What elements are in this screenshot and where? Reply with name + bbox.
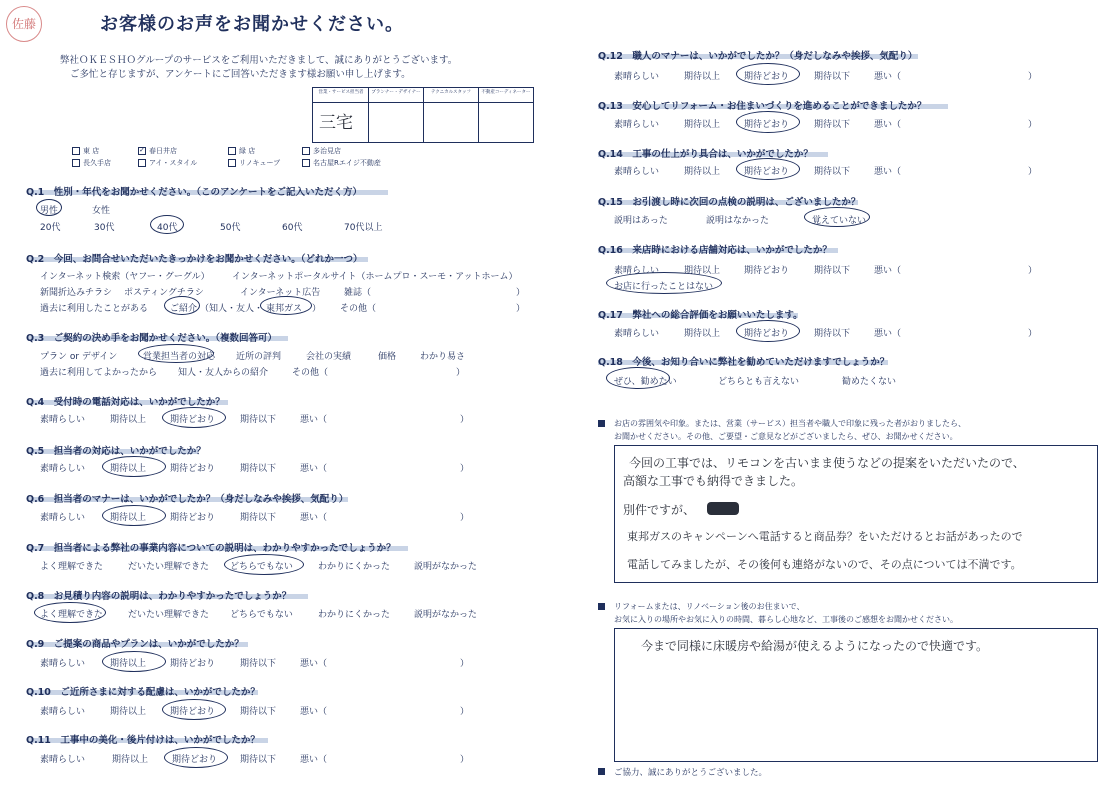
q14-opt-5: ）	[1028, 167, 1038, 177]
q12-opt-5: ）	[1028, 72, 1038, 82]
q17-opt-1: 期待以上	[684, 329, 721, 339]
q10-selected-circle	[162, 699, 226, 720]
sales-staff-name: 三宅	[319, 113, 353, 133]
q16-opt-5: ）	[1028, 266, 1038, 276]
comment2-prompt-2: お気に入りの場所やお気に入りの時間、暮らし心地など、工事後のご感想をお聞かせください。	[614, 615, 958, 624]
comment2-line-1: 今まで同様に床暖房や給湯が使えるようになったので快適です。	[641, 639, 989, 653]
q15-opt-dont-remember: 覚えていない	[812, 216, 867, 226]
q3-opt-friend: 知人・友人からの紹介	[178, 368, 269, 378]
staff-header-realestate: 不動産コーディネーター	[481, 90, 531, 95]
q8-opt-3: わかりにくかった	[318, 610, 391, 620]
q12-title: Q.12 職人のマナーは、いかがでしたか？（身だしなみや挨拶、気配り）	[598, 51, 918, 62]
q14-opt-0: 素晴らしい	[614, 167, 660, 177]
q4-opt-1: 期待以上	[110, 415, 147, 425]
q7-title: Q.7 担当者による弊社の事業内容についての説明は、わかりやすかったでしょうか？	[26, 543, 396, 554]
comment1-line-3: 別件ですが、	[623, 503, 696, 517]
q13-opt-4: 悪い（	[874, 120, 902, 130]
q3-opt-reputation: 近所の評判	[236, 352, 282, 362]
q2-opt-other: その他（	[340, 304, 377, 314]
q16-opt-1: 期待以上	[684, 266, 721, 276]
q12-opt-2: 期待どおり	[744, 72, 790, 82]
q6-opt-0: 素晴らしい	[40, 513, 86, 523]
q4-opt-5: ）	[460, 415, 470, 425]
q6-title: Q.6 担当者のマナーは、いかがでしたか？（身だしなみや挨拶、気配り）	[26, 494, 349, 505]
q16-opt-4: 悪い（	[874, 266, 902, 276]
q18-opt-no: 勧めたくない	[842, 377, 897, 387]
q9-opt-5: ）	[460, 659, 470, 669]
q14-opt-3: 期待以下	[814, 167, 851, 177]
q1-age-20s: 20代	[40, 223, 61, 233]
q12-opt-0: 素晴らしい	[614, 72, 660, 82]
q2-opt-flyer: 新聞折込みチラシ	[40, 288, 113, 298]
q17-opt-4: 悪い（	[874, 329, 902, 339]
q16-opt-2: 期待どおり	[744, 266, 790, 276]
q2-opt-posting: ポスティングチラシ	[124, 288, 204, 298]
comment1-line-4: 東邦ガスのキャンペーンへ電話すると商品券？をいただけるとお話があったので	[627, 530, 1023, 543]
q4-opt-3: 期待以下	[240, 415, 277, 425]
q2-opt-past: 過去に利用したことがある	[40, 304, 149, 314]
comment1-box	[614, 445, 1098, 583]
q12-opt-1: 期待以上	[684, 72, 721, 82]
q17-title: Q.17 弊社への総合評価をお願いいたします。	[598, 310, 803, 321]
seal-stamp	[6, 6, 42, 42]
q8-title: Q.8 お見積り内容の説明は、わかりやすかったでしょうか？	[26, 591, 292, 602]
page-title: お客様のお声をお聞かせください。	[100, 14, 404, 35]
staff-header-planner: プランナー・デザイナー	[371, 90, 421, 95]
redacted-scribble	[707, 502, 739, 515]
q1-age-40s: 40代	[157, 223, 178, 233]
q3-title: Q.3 ご契約の決め手をお聞かせください。（複数回答可）	[26, 333, 278, 344]
q10-opt-0: 素晴らしい	[40, 707, 86, 717]
q3-other-close: ）	[456, 368, 466, 378]
store-renocube: リノキューブ	[228, 158, 280, 168]
q13-selected-circle	[736, 111, 800, 133]
comment1-prompt-1: お店の雰囲気や印象。または、営業（サービス）担当者や職人で印象に残った者がおりましたら、	[614, 419, 966, 428]
q4-selected-circle	[162, 407, 226, 428]
store-tajimi: 多治見店	[302, 146, 341, 156]
q15-opt-explained: 説明はあった	[614, 216, 668, 226]
q17-opt-3: 期待以下	[814, 329, 851, 339]
q18-opt-neutral: どちらとも言えない	[718, 377, 800, 387]
q11-opt-1: 期待以上	[112, 755, 149, 765]
q10-opt-5: ）	[460, 707, 470, 717]
comment1-line-1: 今回の工事では、リモコンを古いまま使うなどの提案をいただいたので、	[629, 456, 1025, 470]
comment1-line-2: 高額な工事でも納得できました。	[623, 474, 804, 488]
comment2-prompt-1: リフォームまたは、リノベーション後のお住まいで、	[614, 602, 805, 611]
q6-opt-5: ）	[460, 513, 470, 523]
q11-opt-3: 期待以下	[240, 755, 277, 765]
q11-opt-2: 期待どおり	[172, 755, 218, 765]
q2-title: Q.2 今回、お問合せいただいたきっかけをお聞かせください。（どれか一つ）	[26, 254, 363, 265]
q7-opt-4: 説明がなかった	[414, 562, 478, 572]
q15-opt-not-explained: 説明はなかった	[706, 216, 770, 226]
q14-selected-circle	[736, 158, 800, 180]
store-kasugai: ✓ 春日井店	[139, 146, 177, 155]
q1-age-30s: 30代	[94, 223, 115, 233]
q9-title: Q.9 ご提案の商品やプランは、いかがでしたか？	[26, 639, 244, 650]
q2-referral-detail: （知人・友人・	[200, 304, 264, 314]
q6-opt-2: 期待どおり	[170, 513, 216, 523]
comment1-line-5: 電話してみましたが、その後何も連絡がないので、その点については不満です。	[627, 558, 1022, 571]
q8-opt-0: よく理解できた	[40, 610, 104, 620]
q12-opt-4: 悪い（	[874, 72, 902, 82]
q5-opt-4: 悪い（	[300, 464, 328, 474]
q5-opt-5: ）	[460, 464, 470, 474]
q3-opt-past: 過去に利用してよかったから	[40, 368, 158, 378]
q3-opt-price: 価格	[378, 352, 397, 362]
q5-opt-1: 期待以上	[110, 464, 147, 474]
q5-opt-3: 期待以下	[240, 464, 277, 474]
q18-title: Q.18 今後、お知り合いに弊社を勧めていただけますでしょうか？	[598, 357, 890, 368]
q6-opt-1: 期待以上	[110, 513, 147, 523]
q16-title: Q.16 来店時における店舗対応は、いかがでしたか？	[598, 245, 832, 256]
q13-opt-0: 素晴らしい	[614, 120, 660, 130]
q13-opt-5: ）	[1028, 120, 1038, 130]
q7-selected-circle	[224, 554, 304, 575]
q5-opt-2: 期待どおり	[170, 464, 216, 474]
q14-opt-4: 悪い（	[874, 167, 902, 177]
q2-opt-referral: ご紹介	[170, 304, 198, 314]
q2-opt-webad: インターネット広告	[240, 288, 321, 298]
intro-line-2: ご多忙と存じますが、アンケートにご回答いただきます様お願い申し上げます。	[70, 69, 411, 80]
q12-opt-3: 期待以下	[814, 72, 851, 82]
q8-opt-2: どちらでもない	[230, 610, 293, 620]
seal-text: 佐藤	[11, 17, 36, 31]
q7-opt-2: どちらでもない	[230, 562, 293, 572]
q8-opt-4: 説明がなかった	[414, 610, 478, 620]
q1-male: 男性	[40, 206, 59, 216]
q4-opt-2: 期待どおり	[170, 415, 216, 425]
q3-opt-record: 会社の実績	[306, 352, 352, 362]
q2-opt-search: インターネット検索（ヤフー・グーグル）	[40, 272, 210, 282]
q5-opt-0: 素晴らしい	[40, 464, 86, 474]
q14-opt-2: 期待どおり	[744, 167, 790, 177]
q9-selected-circle	[102, 651, 166, 672]
store-nagoya-rage: 名古屋Rエイジ不動産	[302, 158, 381, 168]
q2-opt-portal: インターネットポータルサイト（ホームプロ・スーモ・アットホーム）	[232, 272, 518, 282]
store-midori: 緑 店	[228, 146, 255, 156]
q11-selected-circle	[164, 747, 228, 768]
q1-age-50s: 50代	[220, 223, 241, 233]
q5-title: Q.5 担当者の対応は、いかがでしたか？	[26, 446, 206, 457]
q17-opt-2: 期待どおり	[744, 329, 790, 339]
q9-opt-0: 素晴らしい	[40, 659, 86, 669]
q10-opt-2: 期待どおり	[170, 707, 216, 717]
comment1-prompt-2: お聞かせください。その他、ご要望・ご意見などがございましたら、ぜひ、お聞かせください。	[614, 432, 958, 441]
q7-opt-3: わかりにくかった	[318, 562, 391, 572]
q3-opt-clarity: わかり易さ	[420, 352, 466, 362]
q9-opt-1: 期待以上	[110, 659, 147, 669]
q6-selected-circle	[102, 505, 166, 526]
q11-opt-0: 素晴らしい	[40, 755, 86, 765]
q9-opt-3: 期待以下	[240, 659, 277, 669]
q4-opt-4: 悪い（	[300, 415, 328, 425]
q5-selected-circle	[102, 456, 166, 477]
q14-opt-1: 期待以上	[684, 167, 721, 177]
q17-opt-5: ）	[1028, 329, 1038, 339]
q6-opt-4: 悪い（	[300, 513, 328, 523]
q3-opt-other: その他（	[292, 368, 329, 378]
q16-opt-3: 期待以下	[814, 266, 851, 276]
staff-table	[312, 87, 534, 143]
q10-opt-3: 期待以下	[240, 707, 277, 717]
q8-opt-1: だいたい理解できた	[128, 610, 210, 620]
q1-title: Q.1 性別・年代をお聞かせください。（このアンケートをご記入いただく方）	[26, 187, 362, 198]
q14-title: Q.14 工事の仕上がり具合は、いかがでしたか？	[598, 149, 813, 160]
q11-opt-4: 悪い（	[300, 755, 328, 765]
q18-opt-yes: ぜひ、勧めたい	[614, 377, 677, 387]
q13-opt-3: 期待以下	[814, 120, 851, 130]
q16-opt-0: 素晴らしい	[614, 266, 660, 276]
q9-opt-4: 悪い（	[300, 659, 328, 669]
q2-referral-tohogas: 東邦ガス	[266, 304, 303, 314]
q1-age-70s: 70代以上	[344, 223, 383, 233]
q2-magazine-close: ）	[516, 288, 526, 298]
q10-opt-4: 悪い（	[300, 707, 328, 717]
q17-opt-0: 素晴らしい	[614, 329, 660, 339]
q10-opt-1: 期待以上	[110, 707, 147, 717]
store-istyle: アイ・スタイル	[138, 158, 197, 168]
q8-selected-circle	[34, 602, 106, 623]
q7-opt-0: よく理解できた	[40, 562, 104, 572]
q2-referral-close: ）	[312, 304, 322, 314]
staff-header-technical: テクニカルスタッフ	[430, 90, 472, 95]
comment2-box	[614, 628, 1098, 762]
q1-age-60s: 60代	[282, 223, 303, 233]
q15-title: Q.15 お引渡し時に次回の点検の説明は、ございましたか？	[598, 197, 861, 208]
q3-opt-staff: 営業担当者の対応	[143, 352, 216, 362]
staff-header-sales: 営業・サービス担当者	[318, 90, 364, 95]
q17-selected-circle	[736, 320, 800, 342]
q9-opt-2: 期待どおり	[170, 659, 216, 669]
q10-title: Q.10 ご近所さまに対する配慮は、いかがでしたか？	[26, 687, 260, 698]
q13-title: Q.13 安心してリフォーム・お住まいづくりを進めることができましたか？	[598, 101, 927, 112]
intro-line-1: 弊社ＯＫＥＳＨＯグループのサービスをご利用いただきまして、誠にありがとうございます。	[60, 55, 458, 66]
q11-opt-5: ）	[460, 755, 470, 765]
q13-opt-2: 期待どおり	[744, 120, 790, 130]
q6-opt-3: 期待以下	[240, 513, 277, 523]
q2-other-close: ）	[516, 304, 526, 314]
store-east: 東 店	[72, 146, 99, 156]
footer-thanks: ご協力、誠にありがとうございました。	[614, 768, 768, 778]
q11-title: Q.11 工事中の美化・後片付けは、いかがでしたか？	[26, 735, 260, 746]
q7-opt-1: だいたい理解できた	[128, 562, 210, 572]
q16-never-visited: お店に行ったことはない	[614, 282, 714, 292]
store-nagakute: 長久手店	[72, 158, 111, 168]
q12-selected-circle	[736, 63, 800, 85]
q1-female: 女性	[92, 206, 111, 216]
q4-opt-0: 素晴らしい	[40, 415, 86, 425]
q3-opt-plan: プラン or デザイン	[40, 352, 118, 362]
q4-title: Q.4 受付時の電話対応は、いかがでしたか？	[26, 397, 225, 408]
q2-opt-magazine: 雑誌（	[344, 288, 372, 298]
q13-opt-1: 期待以上	[684, 120, 721, 130]
